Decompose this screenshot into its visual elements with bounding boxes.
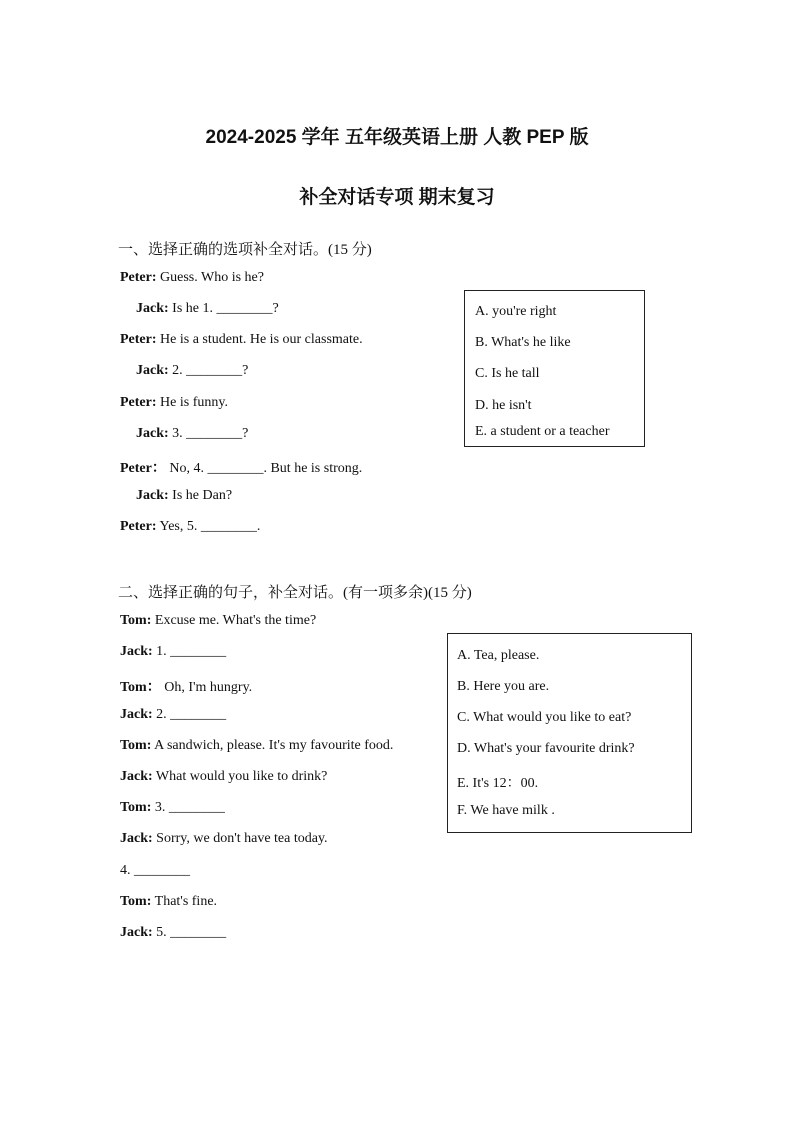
speaker-label: Jack: xyxy=(136,426,169,441)
dialogue-text: Excuse me. What's the time? xyxy=(151,613,317,628)
option-a: A. Tea, please. xyxy=(457,648,540,663)
dialogue-line xyxy=(120,831,328,847)
dialogue-line xyxy=(120,863,190,879)
dialogue-line xyxy=(120,738,393,754)
dialogue-line xyxy=(120,519,260,535)
dialogue-line xyxy=(136,301,279,317)
speaker-label: Tom: xyxy=(120,894,152,909)
speaker-label: Tom: xyxy=(120,738,152,753)
dialogue-text: 3. ________ xyxy=(151,800,225,815)
dialogue-line xyxy=(120,800,225,816)
speaker-label: Tom: xyxy=(120,800,152,815)
dialogue-text: He is a student. He is our classmate. xyxy=(156,332,363,347)
speaker-label: Jack: xyxy=(120,925,153,940)
option-e: E. It's 12：00. xyxy=(457,776,539,791)
speaker-label: Peter: xyxy=(120,519,157,534)
dialogue-text: Yes, 5. ________. xyxy=(156,519,261,534)
dialogue-line xyxy=(120,644,226,660)
dialogue-line xyxy=(120,707,226,723)
dialogue-text: Is he 1. ________? xyxy=(168,301,279,316)
dialogue-line xyxy=(120,395,228,411)
option-c: C. Is he tall xyxy=(475,366,540,381)
speaker-label: Peter: xyxy=(120,270,157,285)
dialogue-text: 4. ________ xyxy=(120,863,190,878)
dialogue-text: 2. ________? xyxy=(168,363,249,378)
dialogue-line xyxy=(120,769,327,785)
option-f: F. We have milk . xyxy=(457,803,555,818)
speaker-label: Peter: xyxy=(120,332,157,347)
dialogue-text: Sorry, we don't have tea today. xyxy=(152,831,328,846)
document-title: 2024-2025 学年 五年级英语上册 人教 PEP 版 xyxy=(205,127,589,148)
option-b: B. Here you are. xyxy=(457,679,550,694)
dialogue-text: 5. ________ xyxy=(152,925,227,940)
dialogue-line xyxy=(120,332,363,348)
dialogue-line xyxy=(120,457,362,477)
speaker-label: Jack: xyxy=(120,831,153,846)
speaker-label: Jack: xyxy=(136,363,169,378)
speaker-label: Peter: xyxy=(120,395,157,410)
option-b: B. What's he like xyxy=(475,335,571,350)
dialogue-line xyxy=(120,894,217,910)
section1-options-box xyxy=(464,290,645,447)
speaker-label: Jack: xyxy=(120,769,153,784)
dialogue-line xyxy=(120,925,226,941)
dialogue-text: 1. ________ xyxy=(152,644,227,659)
dialogue-text: 2. ________ xyxy=(152,707,227,722)
speaker-label: Jack: xyxy=(120,644,153,659)
dialogue-text: No, 4. ________. But he is strong. xyxy=(165,461,363,476)
document-subtitle: 补全对话专项 期末复习 xyxy=(299,187,495,208)
dialogue-line xyxy=(120,270,264,286)
dialogue-text: That's fine. xyxy=(151,894,218,909)
option-d: D. What's your favourite drink? xyxy=(457,741,635,756)
speaker-label: Tom： xyxy=(120,680,161,695)
dialogue-text: He is funny. xyxy=(156,395,228,410)
option-d: D. he isn't xyxy=(475,398,532,413)
dialogue-text: Oh, I'm hungry. xyxy=(160,680,253,695)
option-e: E. a student or a teacher xyxy=(475,424,610,439)
dialogue-line xyxy=(136,426,248,442)
dialogue-line xyxy=(136,363,248,379)
dialogue-line xyxy=(120,676,252,696)
dialogue-text: Is he Dan? xyxy=(168,488,233,503)
option-c: C. What would you like to eat? xyxy=(457,710,632,725)
section2-options-box xyxy=(447,633,692,833)
speaker-label: Jack: xyxy=(120,707,153,722)
dialogue-line xyxy=(120,613,316,629)
dialogue-line xyxy=(136,488,232,504)
dialogue-text: 3. ________? xyxy=(168,426,249,441)
option-a: A. you're right xyxy=(475,304,557,319)
speaker-label: Jack: xyxy=(136,488,169,503)
dialogue-text: What would you like to drink? xyxy=(152,769,328,784)
speaker-label: Peter： xyxy=(120,461,166,476)
dialogue-text: Guess. Who is he? xyxy=(156,270,264,285)
speaker-label: Jack: xyxy=(136,301,169,316)
section1-heading: 一、选择正确的选项补全对话。(15 分) xyxy=(118,242,372,258)
section2-heading: 二、选择正确的句子，补全对话。(有一项多余)(15 分) xyxy=(118,585,472,601)
dialogue-text: A sandwich, please. It's my favourite food. xyxy=(151,738,394,753)
speaker-label: Tom: xyxy=(120,613,152,628)
